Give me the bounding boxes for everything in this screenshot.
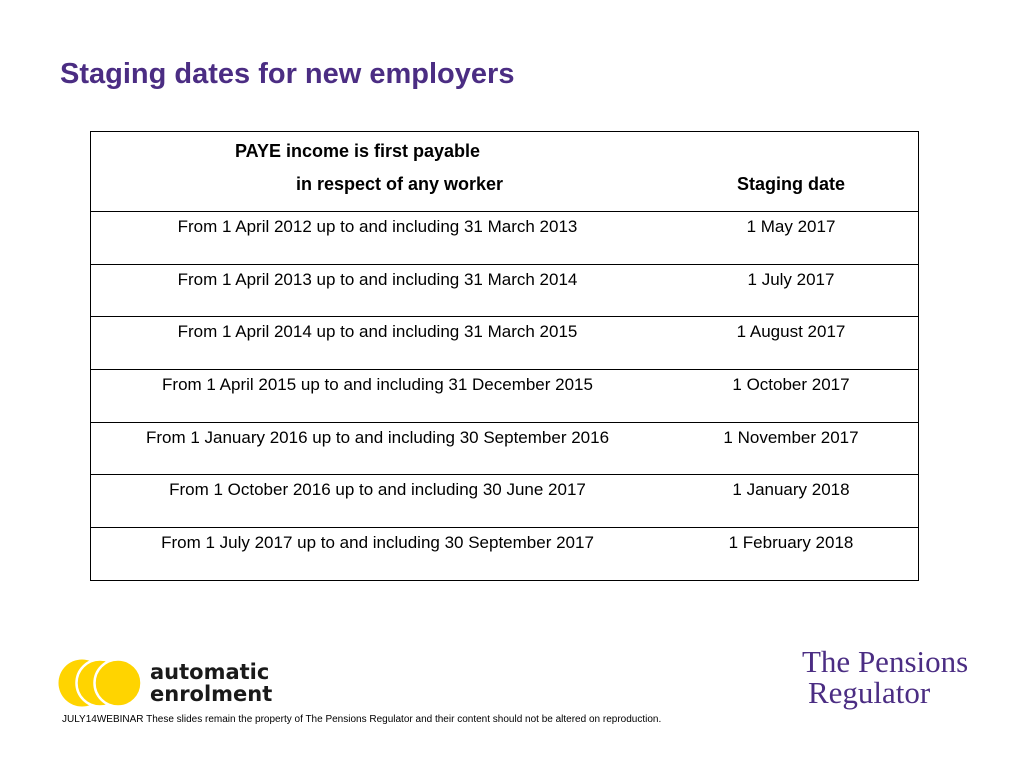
tpr-logo-line1: The Pensions: [802, 644, 969, 679]
table-row: [91, 528, 919, 581]
period-cell: From 1 April 2012 up to and including 31 March 2013: [91, 212, 665, 265]
staging-dates-table: [90, 131, 919, 581]
column-header-paye-income: [91, 132, 665, 212]
period-cell: From 1 April 2013 up to and including 31 March 2014: [91, 264, 665, 317]
period-cell: From 1 July 2017 up to and including 30 September 2017: [91, 528, 665, 581]
ae-logo-line1: automatic: [150, 660, 270, 684]
footer-disclaimer: JULY14WEBINAR These slides remain the property of The Pensions Regulator and their content should not be altered on reproduction.: [62, 714, 662, 725]
period-cell: From 1 April 2015 up to and including 31 December 2015: [91, 370, 665, 423]
period-cell: From 1 April 2014 up to and including 31 March 2015: [91, 317, 665, 370]
slide-title: Staging dates for new employers: [60, 58, 515, 90]
table-row: [91, 212, 919, 265]
table-header-row: [91, 132, 919, 212]
table-row: [91, 370, 919, 423]
staging-date-cell: 1 July 2017: [664, 264, 919, 317]
staging-date-cell: 1 May 2017: [664, 212, 919, 265]
column-header-paye-income-line2: in respect of any worker: [295, 174, 504, 194]
column-header-paye-income-line1: PAYE income is first payable: [234, 141, 481, 161]
staging-date-cell: 1 February 2018: [664, 528, 919, 581]
staging-date-cell: 1 October 2017: [664, 370, 919, 423]
staging-date-cell: 1 August 2017: [664, 317, 919, 370]
automatic-enrolment-logo: [57, 656, 277, 712]
table-row: [91, 264, 919, 317]
period-cell: From 1 January 2016 up to and including 30 September 2016: [91, 422, 665, 475]
table-row: [91, 475, 919, 528]
staging-date-cell: 1 January 2018: [664, 475, 919, 528]
yellow-circles-icon: [59, 660, 142, 707]
period-cell: From 1 October 2016 up to and including 30 June 2017: [91, 475, 665, 528]
ae-logo-line2: enrolment: [150, 682, 273, 706]
column-header-staging-date: Staging date: [664, 132, 919, 212]
table-row: [91, 422, 919, 475]
tpr-logo-line2: Regulator: [808, 675, 931, 710]
pensions-regulator-logo: [802, 646, 968, 708]
staging-date-cell: 1 November 2017: [664, 422, 919, 475]
table-row: [91, 317, 919, 370]
